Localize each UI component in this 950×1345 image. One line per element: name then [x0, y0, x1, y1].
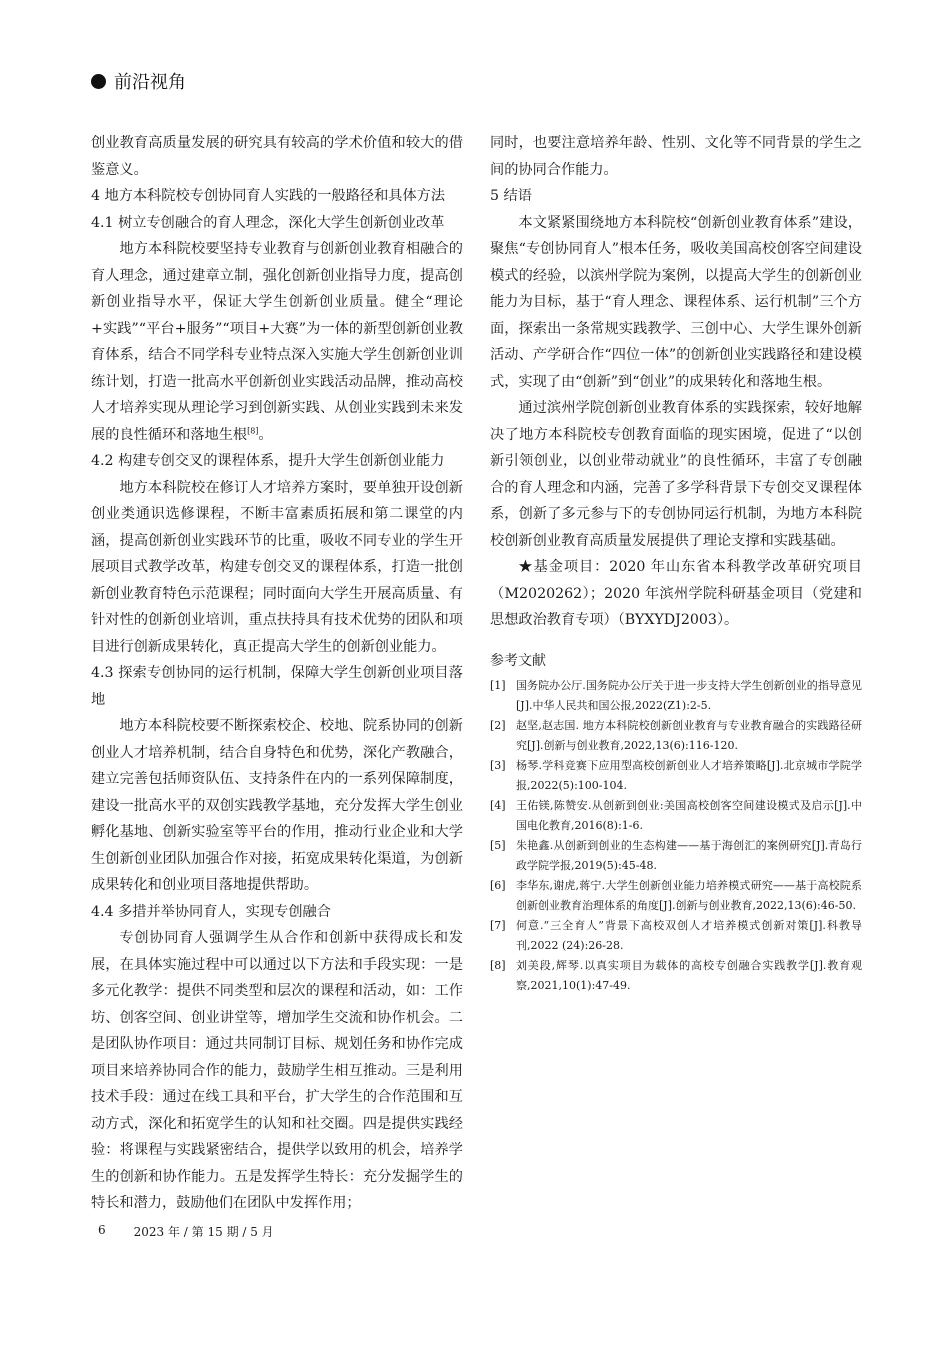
reference-item — [490, 836, 862, 875]
reference-item — [490, 876, 862, 915]
reference-text: 杨琴.学科竞赛下应用型高校创新创业人才培养策略[J].北京城市学院学报,2022(5):100-104. — [516, 759, 862, 792]
reference-list — [490, 676, 862, 995]
paragraph-4-1 — [91, 236, 463, 448]
section-heading-5: 5 结语 — [490, 188, 532, 204]
page-footer — [98, 1223, 274, 1240]
reference-number: [8] — [490, 959, 506, 972]
conclusion-paragraph-1: 本文紧紧围绕地方本科院校“创新创业教育体系”建设，聚焦“专创协同育人”根本任务，吸收美国高校创客空间建设模式的经验，以滨州学院为案例，以提高大学生的创新创业能力为目标，基于“育人理念、课程体系、运行机制”三个方面，探索出一条常规实践教学、三创中心、大学生课外创新活动、产学研合作“四位一体”的创新创业实践路径和建设模式，实现了由“创新”到“创业”的成果转化和落地生根。 — [490, 214, 862, 390]
section-heading-4: 4 地方本科院校专创协同育人实践的一般路径和具体方法 — [91, 188, 446, 204]
paragraph: 创业教育高质量发展的研究具有较高的学术价值和较大的借鉴意义。 — [91, 135, 463, 178]
subsection-heading-4-1: 4.1 树立专创融合的育人理念，深化大学生创新创业改革 — [91, 214, 445, 231]
reference-text: 刘美段,辉琴.以真实项目为载体的高校专创融合实践教学[J].教育观察,2021,10(1):47-49. — [516, 959, 862, 992]
running-header — [91, 68, 186, 94]
paragraph-4-4: 专创协同育人强调学生从合作和创新中获得成长和发展，在具体实施过程中可以通过以下方法和手段实现：一是多元化教学：提供不同类型和层次的课程和活动，如：工作坊、创客空间、创业讲堂等，增加学生交流和协作机会。二是团队协作项目：通过共同制订目标、规划任务和协作完成项目来培养协同合作的能力，鼓励学生相互推动。三是利用技术手段：通过在线工具和平台，扩大学生的合作范围和互动方式，深化和拓宽学生的认知和社交圈。四是提供实践经验：将课程与实践紧密结合，提供学以致用的机会，培养学生的创新和协作能力。五是发挥学生特长：充分发掘学生的特长和潜力，鼓励他们在团队中发挥作用； — [91, 930, 463, 1211]
paragraph-text: 地方本科院校要坚持专业教育与创新创业教育相融合的育人理念，通过建章立制，强化创新创业指导力度，提高创新创业指导水平，保证大学生创新创业质量。健全“理论+实践”“平台+服务”“项目+大赛”为一体的新型创新创业教育体系，结合不同学科专业特点深入实施大学生创新创业训练计划，打造一批高水平创新创业实践活动品牌，推动高校人才培养实现从理论学习到创新实践、从创业实践到未来发展的良性循环和落地生根 — [91, 241, 463, 443]
reference-item — [490, 716, 862, 755]
reference-number: [7] — [490, 919, 506, 932]
right-column — [490, 130, 862, 996]
paragraph-4-2: 地方本科院校在修订人才培养方案时，要单独开设创新创业类通识选修课程，不断丰富素质拓展和第二课堂的内涵，提高创新创业实践环节的比重，吸收不同专业的学生开展项目式教学改革，构建专创交叉的课程体系，打造一批创新创业教育特色示范课程；同时面向大学生开展高质量、有针对性的创新创业培训，重点扶持具有技术优势的团队和项目进行创新成果转化，真正提高大学生的创新创业能力。 — [91, 479, 463, 655]
fund-note: ★基金项目：2020 年山东省本科教学改革研究项目（M2020262）；2020 年滨州学院科研基金项目（党建和思想政治教育专项）（BYXYDJ2003）。 — [490, 559, 862, 628]
reference-item — [490, 676, 862, 715]
reference-number: [6] — [490, 879, 506, 892]
reference-text: 何意.“三全育人”背景下高校双创人才培养模式创新对策[J].科教导刊,2022 (24):26-28. — [516, 919, 862, 952]
reference-text: 李华东,谢虎,蒋宁.大学生创新创业能力培养模式研究——基于高校院系创新创业教育治理体系的角度[J].创新与创业教育,2022,13(6):46-50. — [516, 879, 862, 912]
reference-text: 国务院办公厅.国务院办公厅关于进一步支持大学生创新创业的指导意见[J].中华人民共和国公报,2022(Z1):2-5. — [516, 679, 862, 712]
reference-item — [490, 756, 862, 795]
subsection-heading-4-2: 4.2 构建专创交叉的课程体系，提升大学生创新创业能力 — [91, 453, 445, 469]
conclusion-paragraph-2: 通过滨州学院创新创业教育体系的实践探索，较好地解决了地方本科院校专创教育面临的现实困境，促进了“以创新引领创业，以创业带动就业”的良性循环，丰富了专创融合的育人理念和内涵，完善了多学科背景下专创交叉课程体系，创新了多元参与下的专创协同运行机制，为地方本科院校创新创业教育高质量发展提供了理论支撑和实践基础。 — [490, 400, 862, 549]
paragraph-4-3: 地方本科院校要不断探索校企、校地、院系协同的创新创业人才培养机制，结合自身特色和优势，深化产教融合，建立完善包括师资队伍、支持条件在内的一系列保障制度，建设一批高水平的双创实践教学基地，充分发挥大学生创业孵化基地、创新实验室等平台的作用，推动行业企业和大学生创新创业团队加强合作对接，拓宽成果转化渠道，为创新成果转化和创业项目落地提供帮助。 — [91, 718, 463, 893]
reference-number: [1] — [490, 679, 506, 692]
subsection-heading-4-4: 4.4 多措并举协同育人，实现专创融合 — [91, 903, 331, 920]
issue-info: 2023 年 / 第 15 期 / 5 月 — [133, 1225, 274, 1239]
reference-item — [490, 796, 862, 835]
reference-text: 赵坚,赵志国. 地方本科院校创新创业教育与专业教育融合的实践路径研究[J].创新与创业教育,2022,13(6):116-120. — [516, 719, 862, 752]
paragraph: 同时，也要注意培养年龄、性别、文化等不同背景的学生之间的协同合作能力。 — [490, 135, 862, 178]
subsection-heading-4-3: 4.3 探索专创协同的运行机制，保障大学生创新创业项目落地 — [91, 665, 463, 708]
reference-number: [3] — [490, 759, 506, 772]
reference-item — [490, 956, 862, 995]
reference-number: [4] — [490, 799, 506, 812]
references-title: 参考文献 — [490, 652, 546, 669]
header-section-title: 前沿视角 — [114, 72, 186, 93]
reference-number: [5] — [490, 839, 506, 852]
left-column — [91, 130, 463, 1217]
citation: [8] — [247, 425, 259, 435]
bullet-icon — [91, 74, 106, 89]
reference-item — [490, 916, 862, 955]
page-number: 6 — [98, 1223, 106, 1237]
reference-text: 朱艳鑫.从创新到创业的生态构建——基于海创汇的案例研究[J].青岛行政学院学报,2019(5):45-48. — [516, 839, 862, 872]
reference-number: [2] — [490, 719, 506, 732]
reference-text: 王佑镁,陈赞安.从创新到创业:美国高校创客空间建设模式及启示[J].中国电化教育,2016(8):1-6. — [516, 799, 862, 832]
paragraph-end: 。 — [258, 426, 273, 443]
